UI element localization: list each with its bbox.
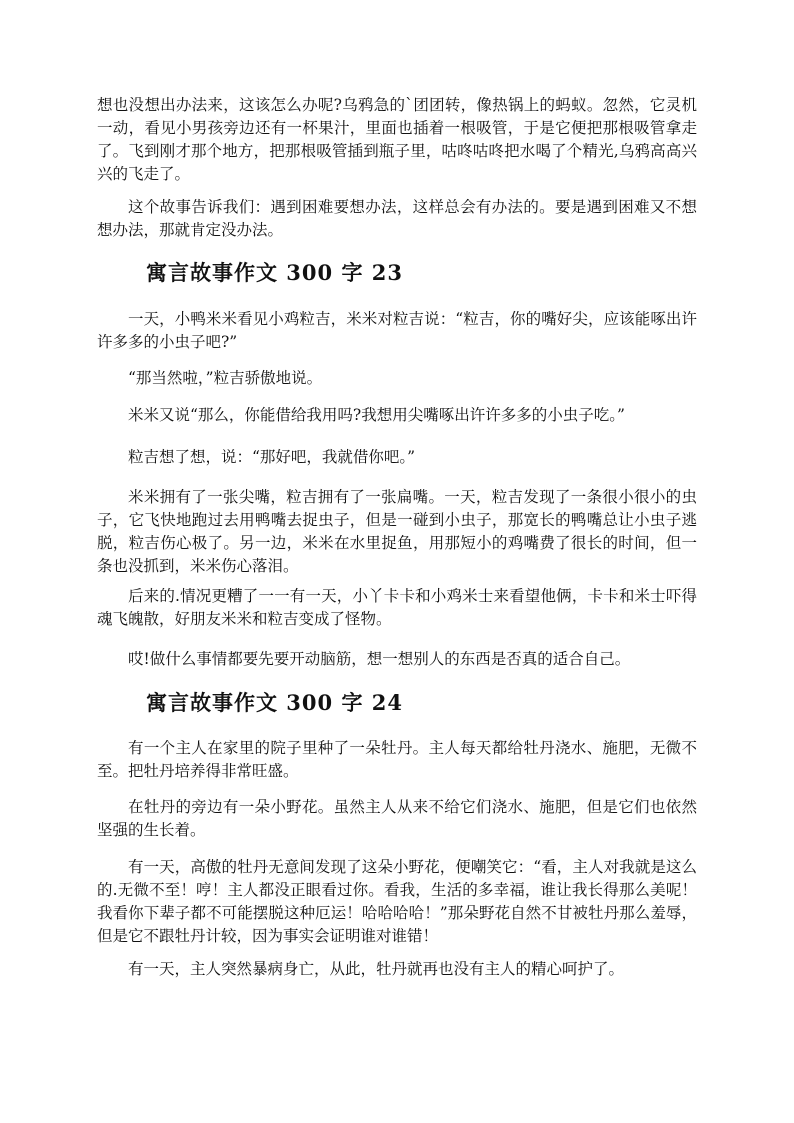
section-heading-23: 寓言故事作文 300 字 23 bbox=[146, 260, 403, 285]
paragraph-24-3: 有一天，高傲的牡丹无意间发现了这朵小野花，便嘲笑它：“看，主人对我就是这么的.无微不至！哼！主人都没正眼看过你。看我，生活的多幸福，谁让我长得那么美呢！我看你下辈子都不可能摆脱这种厄运！哈哈哈哈！”那朵野花自然不甘被牡丹那么羞辱，但是它不跟牡丹计较，因为事实会证明谁对谁错！ bbox=[97, 858, 697, 945]
paragraph-24-4: 有一天，主人突然暴病身亡，从此，牡丹就再也没有主人的精心呵护了。 bbox=[128, 960, 625, 978]
paragraph-23-4: 粒吉想了想，说：“那好吧，我就借你吧。” bbox=[128, 448, 416, 466]
section-heading-24: 寓言故事作文 300 字 24 bbox=[146, 690, 403, 715]
paragraph-23-7: 哎!做什么事情都要先要开动脑筋，想一想别人的东西是否真的适合自己。 bbox=[128, 650, 631, 668]
paragraph-24-2: 在牡丹的旁边有一朵小野花。虽然主人从来不给它们浇水、施肥，但是它们也依然坚强的生长着。 bbox=[97, 798, 697, 839]
paragraph-23-5: 米米拥有了一张尖嘴，粒吉拥有了一张扁嘴。一天，粒吉发现了一条很小很小的虫子，它飞快地跑过去用鸭嘴去捉虫子，但是一碰到小虫子，那宽长的鸭嘴总让小虫子逃脱，粒吉伤心极了。另一边，米米在水里捉鱼，用那短小的鸡嘴费了很长的时间，但一条也没抓到，米米伤心落泪。 bbox=[97, 488, 697, 575]
paragraph-23-1: 一天，小鸭米米看见小鸡粒吉，米米对粒吉说：“粒吉，你的嘴好尖，应该能啄出许许多多的小虫子吧?” bbox=[97, 310, 697, 351]
paragraph-moral: 这个故事告诉我们：遇到困难要想办法，这样总会有办法的。要是遇到困难又不想想办法，那就肯定没办法。 bbox=[97, 198, 697, 239]
paragraph-24-1: 有一个主人在家里的院子里种了一朵牡丹。主人每天都给牡丹浇水、施肥，无微不至。把牡丹培养得非常旺盛。 bbox=[97, 739, 697, 780]
paragraph-23-3: 米米又说“那么，你能借给我用吗?我想用尖嘴啄出许许多多的小虫子吃。” bbox=[128, 406, 625, 424]
paragraph-crow-ending: 想也没想出办法来，这该怎么办呢?乌鸦急的`团团转，像热锅上的蚂蚁。忽然，它灵机一动，看见小男孩旁边还有一杯果汁，里面也插着一根吸管，于是它便把那根吸管拿走了。飞到刚才那个地方，把那根吸管插到瓶子里，咕咚咕咚把水喝了个精光,乌鸦高高兴兴的飞走了。 bbox=[97, 96, 697, 183]
paragraph-23-6: 后来的.情况更糟了一一有一天，小丫卡卡和小鸡米士来看望他俩，卡卡和米士吓得魂飞魄散，好朋友米米和粒吉变成了怪物。 bbox=[97, 587, 697, 628]
paragraph-23-2: “那当然啦，”粒吉骄傲地说。 bbox=[128, 369, 323, 387]
